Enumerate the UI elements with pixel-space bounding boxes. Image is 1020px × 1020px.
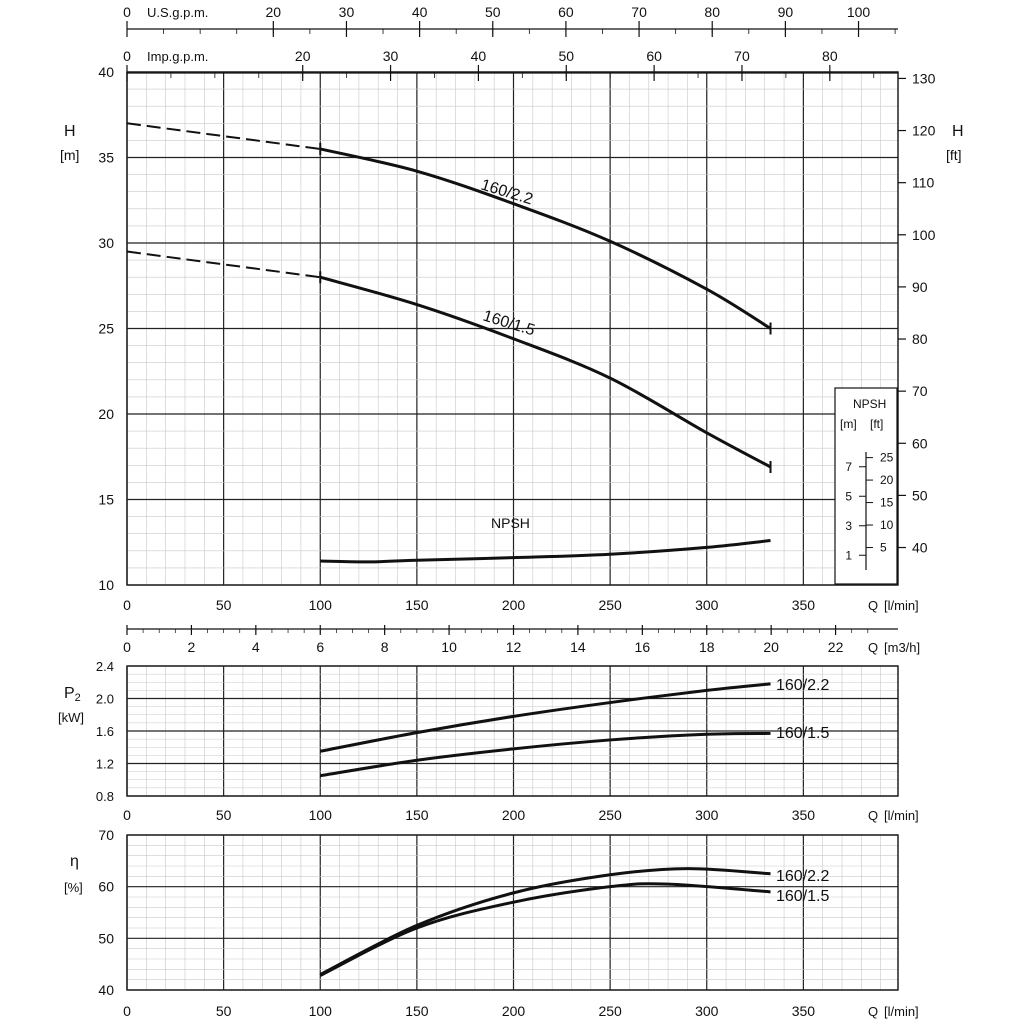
usgpm-axis-label: U.S.g.p.m. <box>147 5 209 20</box>
impgpm-tick-label: 30 <box>382 48 399 64</box>
m3h-tick-label: 12 <box>505 639 522 655</box>
y-tick-label: 60 <box>98 878 114 895</box>
curve-head-160-2-2 <box>320 149 770 329</box>
ft-tick-label: 80 <box>912 331 928 348</box>
ft-tick-label: 70 <box>912 383 928 400</box>
usgpm-tick-label: 60 <box>558 4 574 20</box>
ft-tick-label: 100 <box>912 226 936 243</box>
m3h-axis-label-unit: [m3/h] <box>884 640 921 655</box>
ft-tick-label: 50 <box>912 487 928 504</box>
ft-tick-label: 130 <box>912 70 936 87</box>
curve-power-160-1-5 <box>320 733 770 775</box>
npsh-inset-title: NPSH <box>853 397 887 411</box>
x-tick-label: 150 <box>405 597 429 613</box>
eff-x-label-q: Q <box>868 1004 879 1019</box>
x-tick-label: 150 <box>405 807 429 823</box>
m3h-tick-label: 22 <box>827 639 844 655</box>
usgpm-tick-label: 50 <box>484 4 501 20</box>
tick-labels <box>96 4 936 1019</box>
x-tick-label: 350 <box>791 807 816 823</box>
x-tick-label: 100 <box>308 1003 332 1019</box>
m3h-tick-label: 6 <box>316 639 325 655</box>
npsh-ft-tick-label: 5 <box>880 540 887 555</box>
curve-efficiency-160-1-5 <box>320 884 770 976</box>
power-axis-unit: [kW] <box>58 710 84 725</box>
x-tick-label: 300 <box>695 807 719 823</box>
x-tick-label: 250 <box>598 1003 622 1019</box>
eff-x-label-unit: [l/min] <box>884 1004 919 1019</box>
x-tick-label: 50 <box>215 597 232 613</box>
ft-tick-label: 110 <box>912 174 935 191</box>
m3h-tick-label: 14 <box>570 639 586 655</box>
head-right-axis-unit: [ft] <box>946 147 962 163</box>
impgpm-tick-label: 0 <box>123 48 131 64</box>
x-tick-label: 50 <box>215 807 232 823</box>
y-tick-label: 25 <box>98 320 114 337</box>
x-tick-label: 250 <box>598 597 622 613</box>
efficiency-axis-unit: [%] <box>64 880 83 895</box>
impgpm-tick-label: 70 <box>734 48 750 64</box>
efficiency-axis-label: η <box>70 853 79 870</box>
npsh-ft-tick-label: 25 <box>880 450 894 465</box>
x-tick-label: 0 <box>123 597 131 613</box>
series-label-160-2-2-power: 160/2.2 <box>776 677 830 694</box>
y-tick-label: 35 <box>98 149 114 166</box>
head-x-label-q: Q <box>868 598 879 613</box>
x-tick-label: 200 <box>501 1003 526 1019</box>
series-label-160-1-5-power: 160/1.5 <box>776 725 830 742</box>
series-label-npsh: NPSH <box>491 515 530 531</box>
npsh-m-tick-label: 7 <box>845 459 852 474</box>
series-label-160-2-2-eff: 160/2.2 <box>776 868 830 885</box>
ft-tick-label: 120 <box>912 122 936 139</box>
x-tick-label: 50 <box>215 1003 232 1019</box>
x-tick-label: 100 <box>308 807 332 823</box>
ft-tick-label: 90 <box>912 278 928 295</box>
m3h-tick-label: 8 <box>380 639 389 655</box>
curve-efficiency-160-2-2 <box>320 869 770 975</box>
x-tick-label: 200 <box>501 807 526 823</box>
m3h-tick-label: 10 <box>441 639 457 655</box>
x-tick-label: 200 <box>501 597 526 613</box>
m3h-tick-label: 0 <box>123 639 131 655</box>
y-tick-label: 15 <box>98 491 114 508</box>
impgpm-tick-label: 50 <box>558 48 575 64</box>
head-x-label-unit: [l/min] <box>884 598 919 613</box>
usgpm-tick-label: 30 <box>338 4 355 20</box>
y-tick-label: 40 <box>98 64 114 80</box>
npsh-inset-unit-ft: [ft] <box>870 417 884 431</box>
x-tick-label: 250 <box>598 807 622 823</box>
m3h-tick-label: 2 <box>187 639 196 655</box>
usgpm-tick-label: 0 <box>123 4 131 20</box>
series-label-160-1-5-eff: 160/1.5 <box>776 888 830 905</box>
y-tick-label: 50 <box>98 930 114 947</box>
usgpm-tick-label: 40 <box>411 4 428 20</box>
usgpm-tick-label: 70 <box>631 4 647 20</box>
npsh-m-tick-label: 3 <box>845 518 852 533</box>
y-tick-label: 2.4 <box>95 659 114 674</box>
usgpm-tick-label: 20 <box>265 4 282 20</box>
npsh-ft-tick-label: 15 <box>880 495 894 510</box>
curve-power-160-2-2 <box>320 684 770 751</box>
npsh-inset-unit-m: [m] <box>840 417 857 431</box>
x-tick-label: 0 <box>123 1003 131 1019</box>
y-tick-label: 1.2 <box>95 756 114 772</box>
head-right-axis-label: H <box>952 123 964 140</box>
y-tick-label: 20 <box>98 406 114 422</box>
impgpm-tick-label: 40 <box>470 48 487 64</box>
x-tick-label: 0 <box>123 807 131 823</box>
ft-tick-label: 60 <box>912 435 928 452</box>
impgpm-axis-label: Imp.g.p.m. <box>147 49 209 64</box>
impgpm-tick-label: 20 <box>294 48 311 64</box>
grids <box>127 21 906 990</box>
y-tick-label: 70 <box>98 827 114 843</box>
usgpm-tick-label: 100 <box>846 4 871 20</box>
m3h-tick-label: 20 <box>763 639 779 655</box>
x-tick-label: 300 <box>695 1003 719 1019</box>
curve-head-160-1-5 <box>320 277 770 467</box>
y-tick-label: 10 <box>98 577 114 593</box>
y-tick-label: 30 <box>98 235 114 251</box>
x-tick-label: 300 <box>695 597 719 613</box>
m3h-axis-label-q: Q <box>868 640 879 655</box>
y-tick-label: 40 <box>98 982 114 998</box>
impgpm-tick-label: 60 <box>646 48 662 64</box>
m3h-tick-label: 18 <box>698 639 715 655</box>
head-left-axis-label: H <box>64 123 76 140</box>
ft-tick-label: 40 <box>912 539 928 556</box>
npsh-ft-tick-label: 10 <box>880 518 894 533</box>
x-tick-label: 150 <box>405 1003 429 1019</box>
m3h-tick-label: 16 <box>634 639 651 655</box>
x-tick-label: 350 <box>791 597 816 613</box>
x-tick-label: 350 <box>791 1003 816 1019</box>
npsh-m-tick-label: 5 <box>845 489 852 504</box>
usgpm-tick-label: 90 <box>777 4 794 20</box>
curve-head-npsh <box>320 541 770 562</box>
power-x-label-q: Q <box>868 808 879 823</box>
npsh-m-tick-label: 1 <box>845 548 852 563</box>
y-tick-label: 1.6 <box>95 724 114 739</box>
impgpm-tick-label: 80 <box>822 48 838 64</box>
series-label-160-2-2-head: 160/2.2 <box>478 176 535 209</box>
power-x-label-unit: [l/min] <box>884 808 919 823</box>
y-tick-label: 2.0 <box>95 691 114 707</box>
m3h-tick-label: 4 <box>251 639 260 655</box>
power-axis-label: P2 <box>64 685 81 704</box>
y-tick-label: 0.8 <box>95 789 114 804</box>
series-label-160-1-5-head: 160/1.5 <box>480 307 537 340</box>
head-left-axis-unit: [m] <box>60 147 80 163</box>
npsh-ft-tick-label: 20 <box>880 473 894 488</box>
x-tick-label: 100 <box>308 597 332 613</box>
usgpm-tick-label: 80 <box>704 4 721 20</box>
